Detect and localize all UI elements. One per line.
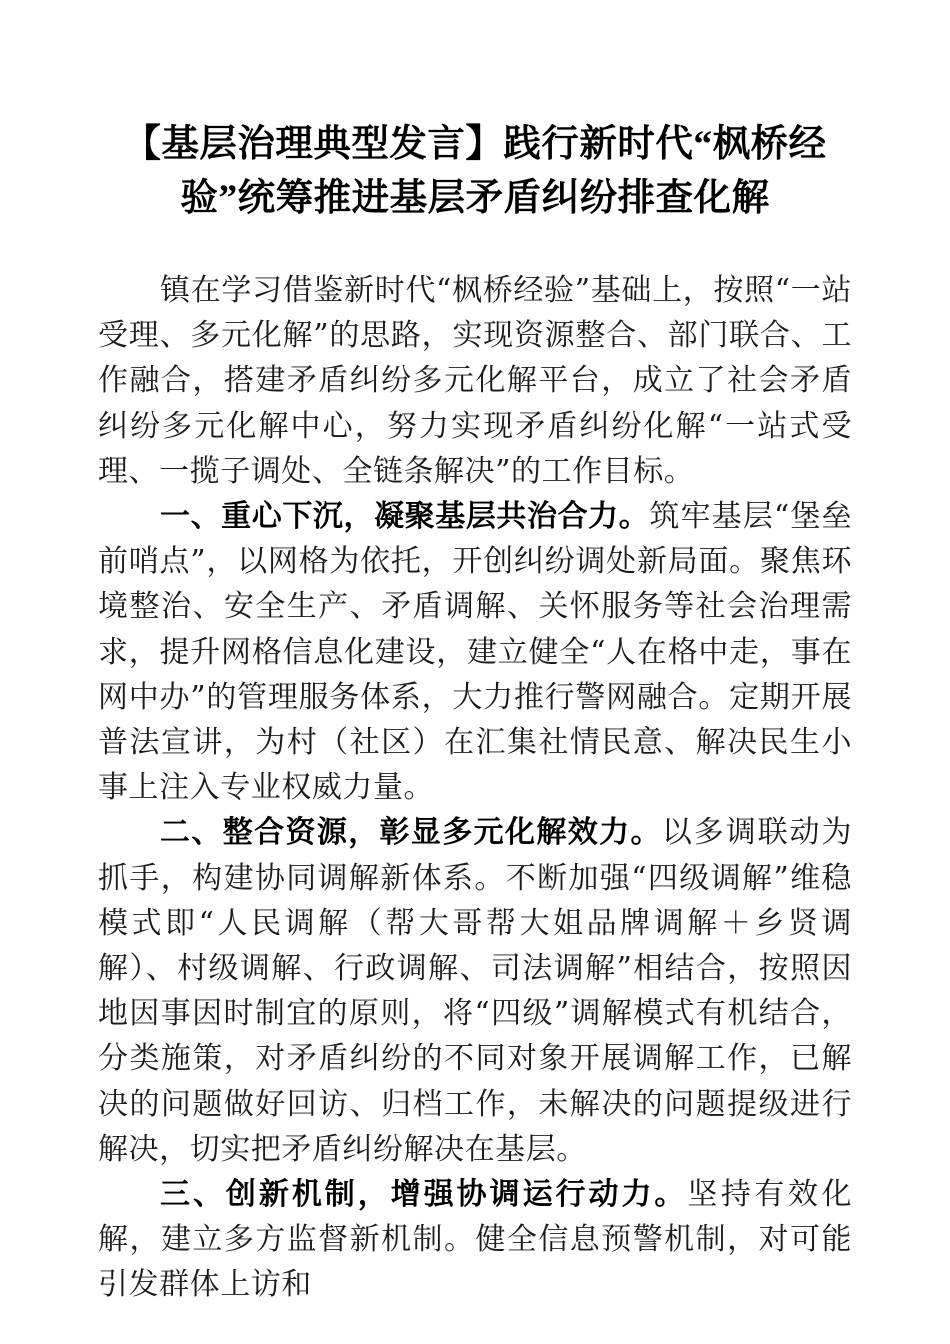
section-3-text: 坚持有效化解，建立多方监督新机制。健全信息预警机制，对可能引发群体上访和 [98, 1177, 853, 1303]
section-2-heading: 二、整合资源，彰显多元化解效力。 [160, 816, 662, 850]
paragraph-section-3 [98, 1172, 852, 1308]
paragraph-intro [98, 268, 852, 494]
paragraph-intro-text: 镇在学习借鉴新时代“枫桥经验”基础上，按照“一站受理、多元化解”的思路，实现资源整合、部门联合、工作融合，搭建矛盾纠纷多元化解平台，成立了社会矛盾纠纷多元化解中心，努力实现矛盾纠纷化解“一站式受理、一揽子调处、全链条解决”的工作目标。 [98, 273, 852, 489]
section-2-text: 以多调联动为抓手，构建协同调解新体系。不断加强“四级调解”维稳模式即“人民调解（帮大哥帮大姐品牌调解＋乡贤调解）、村级调解、行政调解、司法调解”相结合，按照因地因事因时制宜的原则，将“四级”调解模式有机结合，分类施策，对矛盾纠纷的不同对象开展调解工作，已解决的问题做好回访、归档工作，未解决的问题提级进行解决，切实把矛盾纠纷解决在基层。 [98, 815, 852, 1167]
document-title: 【基层治理典型发言】践行新时代“枫桥经验”统筹推进基层矛盾纠纷排查化解 [123, 124, 827, 219]
paragraph-section-2 [98, 810, 852, 1172]
paragraph-section-1 [98, 494, 852, 810]
section-1-heading: 一、重心下沉，凝聚基层共治合力。 [160, 500, 650, 534]
section-3-heading: 三、创新机制，增强协调运行动力。 [160, 1178, 688, 1212]
document-body [98, 118, 852, 1308]
section-1-text: 筑牢基层“堡垒前哨点”，以网格为依托，开创纠纷调处新局面。聚焦环境整治、安全生产、矛盾调解、关怀服务等社会治理需求，提升网格信息化建设，建立健全“人在格中走，事在网中办”的管理服务体系，大力推行警网融合。定期开展普法宣讲，为村（社区）在汇集社情民意、解决民生小事上注入专业权威力量。 [98, 499, 853, 806]
